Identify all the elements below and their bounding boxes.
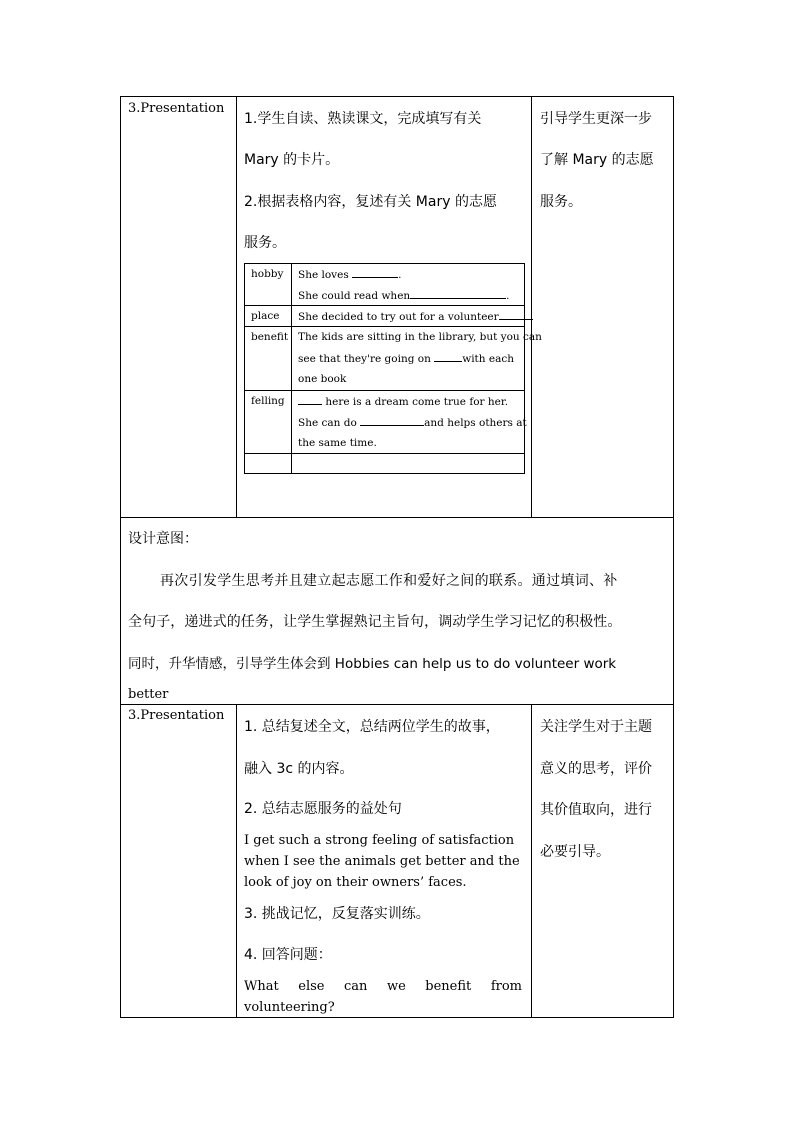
blank-hobby-1 <box>352 267 398 278</box>
card-feeling-line2-text: She can do <box>298 417 357 429</box>
card-place-line <box>298 309 533 324</box>
card-row-divider-3 <box>244 390 525 391</box>
row1-activity-line4: 服务。 <box>244 235 286 251</box>
card-place-text: She decided to try out for a volunteer <box>298 311 499 323</box>
design-intent-line1: 再次引发学生思考并且建立起志愿工作和爱好之间的联系。通过填词、补 <box>160 573 618 589</box>
p6-word-from: from <box>490 979 522 994</box>
blank-hobby-2 <box>410 288 506 299</box>
card-feeling-line2-end: and helps others at <box>424 417 527 429</box>
row2-activity-p5: 4. 回答问题： <box>244 947 332 963</box>
row2-col-divider-1 <box>236 704 237 1018</box>
design-intent-frame <box>120 517 674 705</box>
card-row-divider-2 <box>244 326 525 327</box>
row1-col-divider-2 <box>531 96 532 518</box>
card-hobby-line2 <box>298 288 510 303</box>
row2-activity-p6-line2: volunteering? <box>244 1000 335 1015</box>
blank-feeling-1 <box>298 394 322 405</box>
row2-activity-p2: 2. 总结志愿服务的益处句 <box>244 801 402 817</box>
card-feeling-label: felling <box>251 395 285 407</box>
card-benefit-line2 <box>298 351 514 366</box>
row1-activity-line2: Mary 的卡片。 <box>244 152 340 168</box>
card-benefit-line2-end: with each <box>462 353 514 365</box>
card-benefit-line3: one book <box>298 373 347 385</box>
row2-activity-p6-line1 <box>244 977 522 997</box>
blank-feeling-2 <box>360 415 424 426</box>
row1-stage: 3.Presentation <box>128 101 225 116</box>
design-intent-line4: better <box>128 687 169 702</box>
row1-purpose-line2: 了解 Mary 的志愿 <box>540 152 654 168</box>
row1-activity-line3: 2.根据表格内容，复述有关 Mary 的志愿 <box>244 194 497 210</box>
row2-purpose-line1: 关注学生对于主题 <box>540 719 652 735</box>
p6-word-benefit: benefit <box>425 979 472 994</box>
design-intent-title: 设计意图： <box>128 531 198 547</box>
row2-purpose-line3: 其价值取向，进行 <box>540 802 652 818</box>
card-hobby-line2-text: She could read when <box>298 290 411 302</box>
p6-word-else: else <box>298 979 325 994</box>
row1-activity-line1: 1.学生自读、熟读课文，完成填写有关 <box>244 111 482 127</box>
blank-place <box>499 309 533 320</box>
card-benefit-label: benefit <box>251 331 289 343</box>
row2-activity-p3-line2: when I see the animals get better and the <box>244 854 520 869</box>
p6-word-can: can <box>344 979 368 994</box>
row2-stage: 3.Presentation <box>128 708 225 723</box>
card-feeling-line2 <box>298 415 527 430</box>
card-hobby-line1-end: . <box>398 269 402 281</box>
row2-activity-p4: 3. 挑战记忆，反复落实训练。 <box>244 906 430 922</box>
row2-purpose-line2: 意义的思考，评价 <box>540 761 652 777</box>
card-feeling-line1 <box>298 394 508 409</box>
card-hobby-line2-end: . <box>506 290 510 302</box>
blank-benefit <box>434 351 462 362</box>
card-col-divider <box>291 263 292 474</box>
design-intent-line2: 全句子，递进式的任务，让学生掌握熟记主旨句，调动学生学习记忆的积极性。 <box>128 614 622 630</box>
row1-col-divider-1 <box>236 96 237 518</box>
row2-activity-p3-line3: look of joy on their owners’ faces. <box>244 875 467 890</box>
card-hobby-label: hobby <box>251 268 284 280</box>
p6-word-what: What <box>244 979 279 994</box>
row2-purpose-line4: 必要引导。 <box>540 844 610 860</box>
row2-activity-p3-line1: I get such a strong feeling of satisfaction <box>244 833 515 848</box>
card-benefit-line1: The kids are sitting in the library, but you can <box>298 331 542 343</box>
card-row-divider-1 <box>244 305 525 306</box>
design-intent-line3: 同时，升华情感，引导学生体会到 Hobbies can help us to do volunteer work <box>128 656 617 672</box>
card-feeling-line3: the same time. <box>298 437 377 449</box>
card-place-label: place <box>251 310 280 322</box>
card-feeling-line1-text: here is a dream come true for her. <box>322 396 509 408</box>
row2-activity-p1-line2: 融入 3c 的内容。 <box>244 761 354 777</box>
card-benefit-line2-text: see that they're going on <box>298 353 431 365</box>
row1-purpose-line3: 服务。 <box>540 194 582 210</box>
card-hobby-line1-text: She loves <box>298 269 349 281</box>
p6-word-we: we <box>386 979 406 994</box>
card-row-divider-4 <box>244 453 525 454</box>
card-hobby-line1 <box>298 267 401 282</box>
row2-activity-p1-line1: 1. 总结复述全文，总结两位学生的故事， <box>244 719 500 735</box>
row1-purpose-line1: 引导学生更深一步 <box>540 111 652 127</box>
row2-col-divider-2 <box>531 704 532 1018</box>
